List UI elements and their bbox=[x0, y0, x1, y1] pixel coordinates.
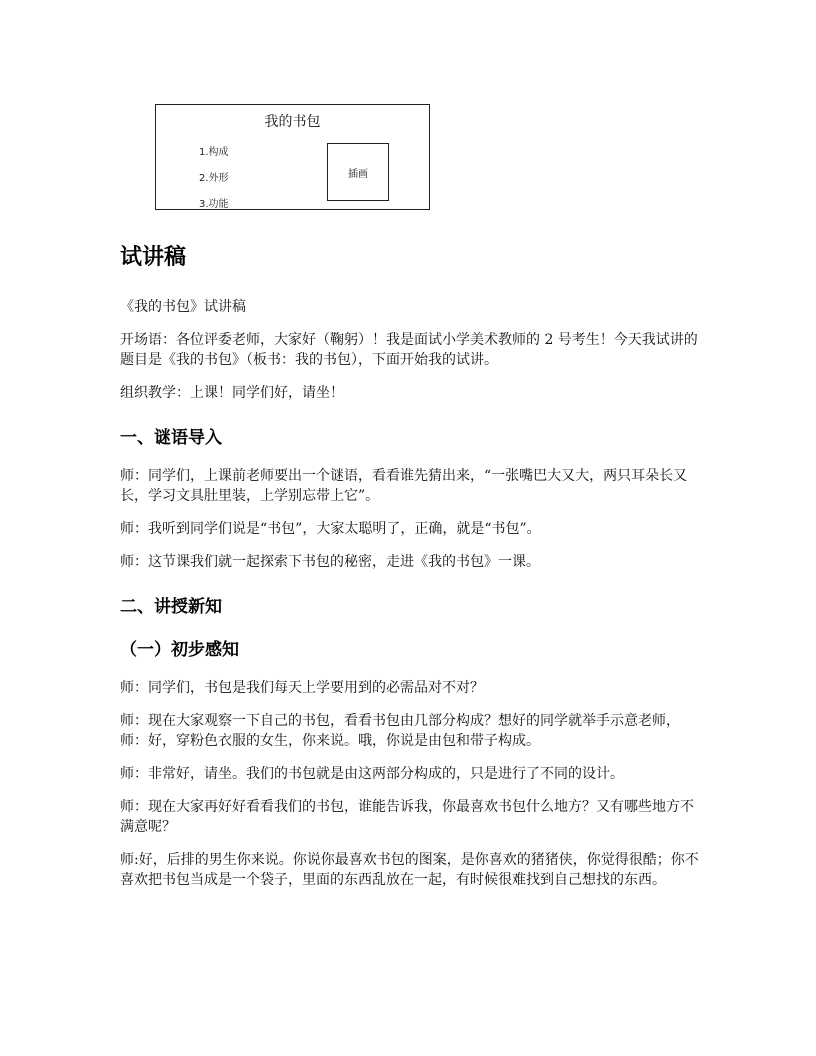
board-item-shape: 2.外形 bbox=[199, 173, 229, 184]
blackboard-diagram bbox=[155, 104, 430, 210]
response-paragraph: 师:好，后排的男生你来说。你说你最喜欢书包的图案，是你喜欢的猪猪侠，你觉得很酷；你不喜欢把书包当成是一个袋子，里面的东西乱放在一起，有时候很难找到自己想找的东西。 bbox=[120, 852, 699, 888]
preference-paragraph: 师：现在大家再好好看看我们的书包，谁能告诉我，你最喜欢书包什么地方？又有哪些地方不满意呢？ bbox=[120, 799, 694, 835]
riddle-paragraph: 师：同学们，上课前老师要出一个谜语，看看谁先猜出来，“一张嘴巴大又大，两只耳朵长又长，学习文具肚里装，上学别忘带上它”。 bbox=[120, 468, 688, 504]
section-heading-new-knowledge: 二、讲授新知 bbox=[120, 597, 222, 617]
observe-paragraph: 师：现在大家观察一下自己的书包，看看书包由几部分构成？想好的同学就举手示意老师，师：好，穿粉色衣服的女生，你来说。哦，你说是由包和带子构成。 bbox=[120, 713, 680, 749]
board-title: 我的书包 bbox=[264, 114, 321, 130]
lesson-title-line: 《我的书包》试讲稿 bbox=[120, 299, 246, 315]
question-paragraph: 师：同学们，书包是我们每天上学要用到的必需品对不对？ bbox=[120, 680, 484, 696]
intro-paragraph: 师：这节课我们就一起探索下书包的秘密，走进《我的书包》一课。 bbox=[120, 554, 540, 570]
board-item-structure: 1.构成 bbox=[199, 147, 229, 158]
board-item-function: 3.功能 bbox=[199, 199, 229, 210]
document-body bbox=[120, 240, 700, 903]
board-illustration-label: 插画 bbox=[348, 168, 368, 180]
answer-paragraph: 师：我听到同学们说是“书包”，大家太聪明了，正确，就是“书包”。 bbox=[120, 521, 541, 537]
opening-paragraph: 开场语：各位评委老师，大家好（鞠躬）！我是面试小学美术教师的 2 号考生！今天我试讲的题目是《我的书包》（板书：我的书包），下面开始我的试讲。 bbox=[120, 332, 698, 368]
page-title: 试讲稿 bbox=[120, 245, 187, 270]
section-heading-riddle: 一、谜语导入 bbox=[120, 428, 222, 448]
organize-paragraph: 组织教学：上课！同学们好，请坐！ bbox=[120, 385, 344, 401]
summary-paragraph: 师：非常好，请坐。我们的书包就是由这两部分构成的，只是进行了不同的设计。 bbox=[120, 766, 624, 782]
board-illustration-box bbox=[327, 143, 389, 201]
subsection-heading-perception: （一）初步感知 bbox=[120, 640, 239, 660]
